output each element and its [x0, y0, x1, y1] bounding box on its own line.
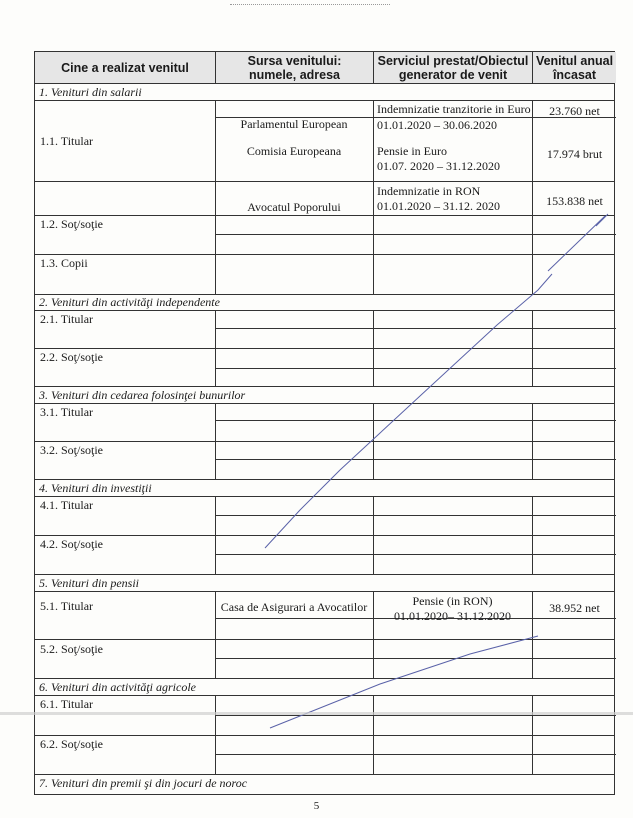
row-line	[35, 695, 614, 696]
service-period-4: 01.01.2020– 31.12.2020	[394, 609, 511, 623]
service-period-1: 01.01.2020 – 30.06.2020	[377, 118, 497, 132]
row-label-3-1: 3.1. Titular	[40, 405, 94, 419]
row-line	[35, 181, 614, 182]
row-line	[35, 386, 614, 387]
page-number: 5	[313, 800, 320, 812]
source-commission: Comisia Europeana	[246, 144, 342, 158]
row-line	[35, 535, 614, 536]
row-line	[35, 678, 614, 679]
row-label-2-1: 2.1. Titular	[40, 312, 94, 326]
row-label-2-2: 2.2. Soţ/soţie	[40, 350, 104, 364]
scan-artifact	[0, 712, 633, 715]
row-line	[35, 254, 614, 255]
income-table	[34, 51, 615, 795]
row-line	[35, 591, 614, 592]
header-who: Cine a realizat venitul	[35, 52, 215, 83]
section-investments: 4. Venituri din investiţii	[39, 481, 152, 495]
source-parliament: Parlamentul European	[240, 117, 348, 131]
row-label-1-3: 1.3. Copii	[40, 256, 88, 270]
section-independent: 2. Venituri din activităţi independente	[39, 295, 220, 309]
row-label-4-2: 4.2. Soţ/soţie	[40, 537, 104, 551]
section-pensions: 5. Venituri din pensii	[39, 576, 139, 590]
row-label-3-2: 3.2. Soţ/soţie	[40, 443, 104, 457]
row-line	[35, 774, 614, 775]
row-line	[35, 310, 614, 311]
row-line	[35, 348, 614, 349]
service-period-2: 01.07. 2020 – 31.12.2020	[377, 159, 500, 173]
section-salaries: 1. Venituri din salarii	[39, 85, 142, 99]
row-line	[35, 496, 614, 497]
row-label-6-1: 6.1. Titular	[40, 697, 94, 711]
row-line	[35, 83, 614, 84]
income-value-4: 38.952 net	[549, 601, 600, 615]
col-divider	[373, 52, 374, 83]
row-line	[215, 459, 616, 460]
row-line	[35, 100, 614, 101]
header-source: Sursa venitului: numele, adresa	[216, 52, 373, 83]
header-annual-income: Venitul anual încasat	[533, 52, 616, 83]
row-line	[215, 658, 616, 659]
service-pension-euro: Pensie in Euro	[377, 144, 447, 158]
income-value-3: 153.838 net	[546, 194, 603, 208]
row-line	[35, 574, 614, 575]
row-label-6-2: 6.2. Soţ/soţie	[40, 737, 104, 751]
row-line	[35, 441, 614, 442]
section-agriculture: 6. Venituri din activităţi agricole	[39, 680, 196, 694]
row-line	[215, 328, 616, 329]
row-line	[35, 639, 614, 640]
service-indemnity-euro: Indemnizatie tranzitorie in Euro	[377, 102, 531, 116]
row-label-1-1: 1.1. Titular	[40, 134, 94, 148]
row-line	[35, 403, 614, 404]
section-prizes: 7. Venituri din premii şi din jocuri de noroc	[39, 776, 248, 790]
row-line	[215, 715, 616, 716]
income-value-2: 17.974 brut	[546, 147, 603, 161]
row-line	[215, 368, 616, 369]
row-label-1-2: 1.2. Soţ/soţie	[40, 217, 104, 231]
col-divider	[373, 100, 374, 294]
row-label-5-2: 5.2. Soţ/soţie	[40, 642, 104, 656]
section-property-use: 3. Venituri din cedarea folosinţei bunurilor	[39, 388, 246, 402]
col-divider	[215, 52, 216, 83]
row-line	[215, 754, 616, 755]
header-service: Serviciul prestat/Obiectul generator de venit	[374, 52, 532, 83]
service-period-3: 01.01.2020 – 31.12. 2020	[377, 199, 500, 213]
col-divider	[532, 52, 533, 83]
source-ombudsman: Avocatul Poporului	[247, 200, 341, 214]
service-indemnity-ron: Indemnizatie in RON	[377, 184, 481, 198]
row-line	[35, 479, 614, 480]
income-value-1: 23.760 net	[549, 104, 600, 118]
service-pension-ron: Pensie (in RON)	[412, 594, 493, 608]
row-line	[215, 234, 616, 235]
row-label-4-1: 4.1. Titular	[40, 498, 94, 512]
source-lawyers-insurance: Casa de Asigurari a Avocatilor	[220, 600, 368, 614]
row-line	[35, 215, 614, 216]
previous-page-fragment	[230, 0, 390, 5]
row-label-5-1: 5.1. Titular	[40, 599, 94, 613]
row-line	[215, 515, 616, 516]
row-line	[215, 420, 616, 421]
row-line	[215, 554, 616, 555]
row-line	[35, 735, 614, 736]
